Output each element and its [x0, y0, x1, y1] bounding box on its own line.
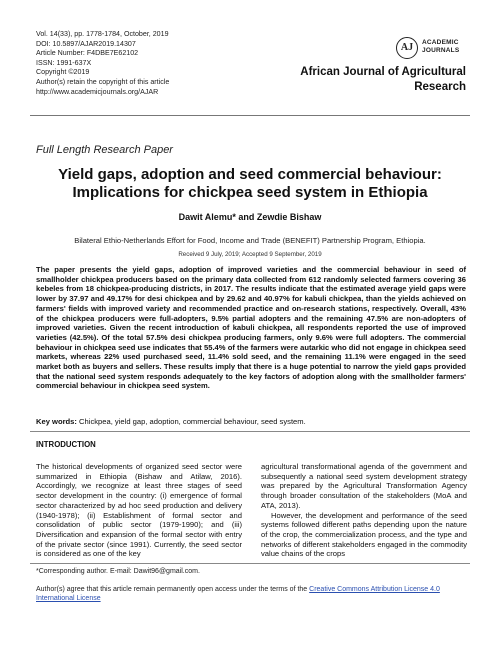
paper-type: Full Length Research Paper: [36, 144, 173, 156]
meta-copyright: Copyright ©2019: [36, 68, 90, 77]
logo-line-1: ACADEMIC: [422, 39, 459, 46]
article-metadata: [36, 30, 256, 97]
academic-journals-logo: [396, 35, 486, 65]
abstract: The paper presents the yield gaps, adoption of improved varieties and the commercial behaviour in seed of smallholder chickpea producers based on the primary data collected from 612 randomly selected farmers covering 36 kebeles from 18 chickpea-producing districts, in 2017. The results indicate that the estimated average yield gaps were lower by 37.97 and 49.17% for desi chickpea and by 29.62 and 40.97% for kabuli chickpea, than the yields achieved on farmers' fields with improved variety and recommended practice and on-research stations, respectively. Overall, 43% of the chickpea producers were full-adopters, 9.5% partial adopters and the remaining 47.5% are non-adopters of improved varieties. Given the recent introduction of kabuli chickpea, all respondents reported the use of improved varieties (42.5%). Of the total 57.5% desi chickpea producing farmers, only 9.6% were full adopters. The commercial behaviour in chickpea seed use indicates that 55.4% of the farmers were autarkic who did not engage in chickpea seed markets, whereas 22% used purchased seed, 11.4% sold seed, and the remaining 11.1% were engaged in the seed market both as buyers and sellers. These results imply that there is a huge potential to narrow the yield gaps provided that the national seed system responds adequately to the key factors of adoption along with the smallholder farmers' commercial behaviour in chickpea seed system.: [36, 265, 466, 391]
paper-title-line-1: Yield gaps, adoption and seed commercial behaviour:: [58, 166, 442, 183]
introduction-heading: INTRODUCTION: [36, 440, 96, 449]
author-affiliation: Bilateral Ethio-Netherlands Effort for Food, Income and Trade (BENEFIT) Partnership Program, Ethiopia.: [74, 236, 426, 245]
meta-article-number: Article Number: F4DBE7E62102: [36, 49, 139, 58]
paper-authors: Dawit Alemu* and Zewdie Bishaw: [178, 212, 322, 222]
logo-mark: AJ: [396, 37, 418, 59]
intro-paragraph-1: The historical developments of organized seed sector were summarized in Ethiopia (Bishaw and Atilaw, 2016). Accordingly, we recognize at least three stages of seed sector development in the country: (i) emergence of formal sector characterized by ad hoc seed production and delivery (1940-1978); (ii) Establishment of formal sector and consolidation of public sector (1979-1990); and (iii) Diversification and expansion of the formal sector with entry of the private sector (since 1991). Currently, the seed sector is considered as one of the key: [36, 462, 242, 559]
keywords-label: Key words:: [36, 417, 77, 426]
journal-name-line-1: African Journal of Agricultural: [300, 66, 466, 78]
license-notice: [36, 585, 466, 604]
meta-rights: Author(s) retain the copyright of this article: [36, 77, 170, 86]
intro-paragraph-2: However, the development and performance of the seed systems followed different paths depending upon the nature of the crop, the commercialization process, and the type and networks of different stakeholders engaged in the commodity value chains of the crops: [261, 510, 467, 559]
header-divider: [30, 115, 470, 116]
journal-name-line-2: Research: [414, 81, 466, 93]
corresponding-author: *Corresponding author. E-mail: Dawit96@gmail.com.: [36, 568, 200, 575]
meta-issn: ISSN: 1991-637X: [36, 58, 92, 67]
abstract-divider: [30, 431, 470, 432]
keywords-list: Chickpea, yield gap, adoption, commercial behaviour, seed system.: [76, 417, 306, 426]
paper-title-line-2: Implications for chickpea seed system in Ethiopia: [72, 184, 428, 201]
logo-text: [422, 39, 459, 55]
logo-line-2: JOURNALS: [422, 47, 460, 54]
meta-journal-url[interactable]: http://www.academicjournals.org/AJAR: [36, 87, 159, 96]
intro-column-left: [36, 462, 242, 559]
received-accepted-dates: Received 9 July, 2019; Accepted 9 September, 2019: [178, 251, 322, 258]
intro-paragraph-1-continued: agricultural transformational agenda of the government and subsequently a national seed system development strategy was prepared by the Agricultural Transformation Agency through broader consultation of the stakeholders (MoA and ATA, 2013).: [261, 462, 467, 510]
journal-name: [266, 65, 466, 95]
meta-volume: Vol. 14(33), pp. 1778-1784, October, 2019: [36, 30, 169, 38]
intro-column-right: [261, 462, 467, 559]
paper-title: [40, 166, 460, 202]
license-text: Author(s) agree that this article remain permanently open access under the terms of the: [36, 586, 310, 593]
license-link[interactable]: Creative Commons Attribution License 4.0 International License: [36, 586, 440, 603]
meta-doi: DOI: 10.5897/AJAR2019.14307: [36, 39, 136, 48]
footer-divider: [30, 563, 470, 564]
keywords: [36, 417, 466, 427]
